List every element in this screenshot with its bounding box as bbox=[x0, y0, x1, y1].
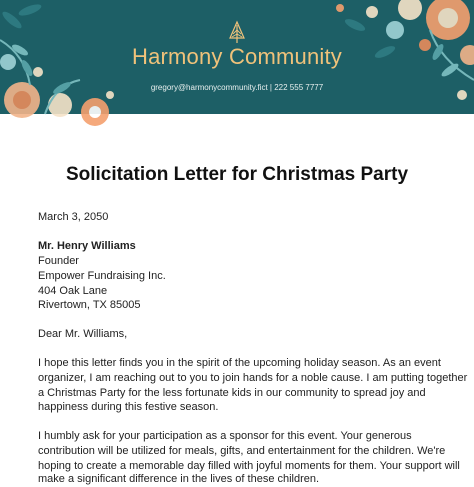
recipient-street: 404 Oak Lane bbox=[38, 285, 108, 297]
organization-name: Harmony Community bbox=[131, 44, 342, 69]
paragraph-line: organizer, I am reaching out to you to join hands for a noble cause. I am putting together bbox=[38, 372, 468, 384]
recipient-role: Founder bbox=[38, 255, 79, 267]
recipient-name: Mr. Henry Williams bbox=[38, 240, 136, 252]
paragraph-line: a Christmas Party for the less fortunate kids in our community to spread joy and bbox=[38, 387, 426, 399]
contact-info: gregory@harmonycommunity.fict | 222 555 7777 bbox=[150, 83, 324, 92]
paragraph-line: contribution will be utilized for meals, gifts, and entertainment for the children. We're bbox=[38, 445, 446, 457]
letter-title: Solicitation Letter for Christmas Party bbox=[65, 164, 409, 185]
paragraph-line: hoping to create a memorable day filled with joyful moments for them. Your support will bbox=[38, 460, 460, 472]
letterhead-banner bbox=[0, 0, 474, 114]
paragraph-line: make a significant difference in the lives of these children. bbox=[38, 473, 320, 485]
tree-icon bbox=[228, 21, 246, 45]
recipient-city: Rivertown, TX 85005 bbox=[38, 299, 141, 311]
letter-date: March 3, 2050 bbox=[38, 211, 109, 223]
paragraph-line: I hope this letter finds you in the spirit of the upcoming holiday season. As an event bbox=[38, 357, 441, 369]
recipient-organization: Empower Fundraising Inc. bbox=[38, 270, 166, 282]
salutation: Dear Mr. Williams, bbox=[38, 328, 128, 340]
paragraph-line: I humbly ask for your participation as a sponsor for this event. Your generous bbox=[38, 430, 412, 442]
paragraph-line: happiness during this festive season. bbox=[38, 401, 219, 413]
